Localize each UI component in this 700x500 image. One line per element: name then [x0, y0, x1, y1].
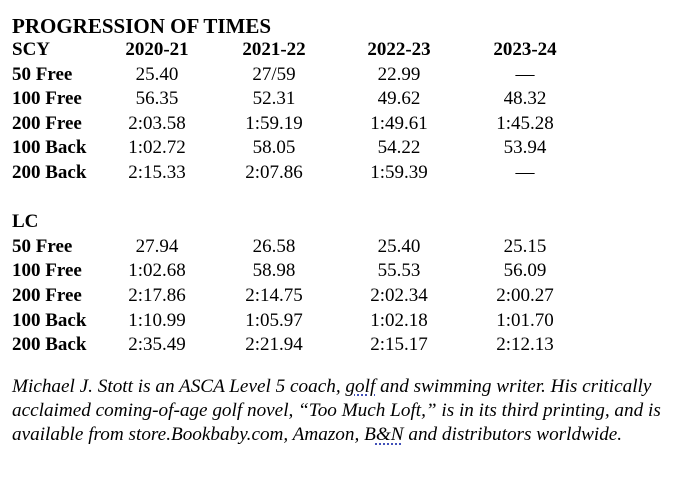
time-cell: 48.32: [503, 88, 547, 110]
year-header: 2022-23: [367, 39, 431, 60]
lc-section-label: LC: [12, 211, 39, 233]
table-row: [12, 63, 588, 88]
spellcheck-word: &N: [375, 424, 404, 446]
time-cell: 1:01.70: [496, 309, 554, 331]
time-cell: 2:35.49: [128, 334, 186, 356]
empty-cell: [212, 210, 336, 235]
empty-cell: [102, 210, 212, 235]
time-cell: 27.94: [135, 235, 179, 257]
event-label: 50 Free: [12, 235, 73, 257]
year-header: 2021-22: [242, 39, 306, 60]
event-label: 200 Free: [12, 112, 82, 134]
time-cell: 55.53: [377, 260, 421, 282]
time-cell: 1:45.28: [496, 112, 554, 134]
event-label: 200 Back: [12, 161, 87, 183]
time-cell: 25.40: [377, 235, 421, 257]
table-row: [12, 259, 588, 284]
time-cell: 2:17.86: [128, 284, 186, 306]
time-cell: 2:03.58: [128, 112, 186, 134]
time-cell: 1:59.19: [245, 112, 303, 134]
time-cell: 2:21.94: [245, 334, 303, 356]
time-cell: 25.40: [135, 63, 179, 85]
time-cell: 58.98: [252, 260, 296, 282]
time-cell: 1:05.97: [245, 309, 303, 331]
table-row: [12, 284, 588, 309]
time-cell: 1:02.68: [128, 260, 186, 282]
event-label: 100 Back: [12, 309, 87, 331]
document-page: [12, 14, 692, 467]
bio-text: Michael J. Stott is an ASCA Level 5 coach,: [12, 375, 346, 397]
time-cell: 2:00.27: [496, 284, 554, 306]
scy-section-label: SCY: [12, 39, 51, 60]
year-header: 2020-21: [125, 39, 189, 60]
time-cell: 1:49.61: [370, 112, 428, 134]
time-cell: 1:02.72: [128, 137, 186, 159]
times-table: [12, 38, 588, 358]
time-cell: 58.05: [252, 137, 296, 159]
table-row: [12, 161, 588, 186]
time-cell: 49.62: [377, 88, 421, 110]
author-bio: [12, 375, 692, 448]
section-spacer: [12, 186, 588, 211]
scy-header-row: [12, 38, 588, 63]
document-title: PROGRESSION OF TIMES: [12, 14, 272, 38]
time-cell: 22.99: [377, 63, 421, 85]
time-cell: 2:12.13: [496, 334, 554, 356]
table-row: [12, 235, 588, 260]
time-cell: 56.09: [503, 260, 547, 282]
event-label: 50 Free: [12, 63, 73, 85]
time-cell: —: [515, 161, 535, 183]
empty-cell: [462, 210, 588, 235]
spacer-cell: [12, 186, 588, 211]
empty-cell: [336, 210, 462, 235]
time-cell: 1:02.18: [370, 309, 428, 331]
time-cell: 52.31: [252, 88, 296, 110]
time-cell: 2:02.34: [370, 284, 428, 306]
time-cell: 25.15: [503, 235, 547, 257]
time-cell: 56.35: [135, 88, 179, 110]
year-header: 2023-24: [493, 39, 557, 60]
table-row: [12, 333, 588, 358]
time-cell: 54.22: [377, 137, 421, 159]
time-cell: 27/59: [252, 63, 296, 85]
time-cell: 1:59.39: [370, 161, 428, 183]
time-cell: 26.58: [252, 235, 296, 257]
event-label: 100 Free: [12, 88, 82, 110]
time-cell: 53.94: [503, 137, 547, 159]
event-label: 200 Free: [12, 284, 82, 306]
spellcheck-word: golf: [345, 375, 376, 397]
time-cell: —: [515, 63, 535, 85]
bio-text: and swimming writer. His critically acclaimed coming-of-age golf novel, “Too Much Loft,” is in its third printing, and is available from store.Bookbaby.com, Amazon, B: [12, 375, 661, 446]
time-cell: 2:14.75: [245, 284, 303, 306]
event-label: 100 Back: [12, 137, 87, 159]
lc-header-row: [12, 210, 588, 235]
event-label: 100 Free: [12, 260, 82, 282]
table-row: [12, 87, 588, 112]
time-cell: 1:10.99: [128, 309, 186, 331]
time-cell: 2:07.86: [245, 161, 303, 183]
table-row: [12, 112, 588, 137]
time-cell: 2:15.17: [370, 334, 428, 356]
time-cell: 2:15.33: [128, 161, 186, 183]
event-label: 200 Back: [12, 334, 87, 356]
bio-text: and distributors worldwide.: [403, 424, 623, 446]
table-row: [12, 136, 588, 161]
table-row: [12, 309, 588, 334]
